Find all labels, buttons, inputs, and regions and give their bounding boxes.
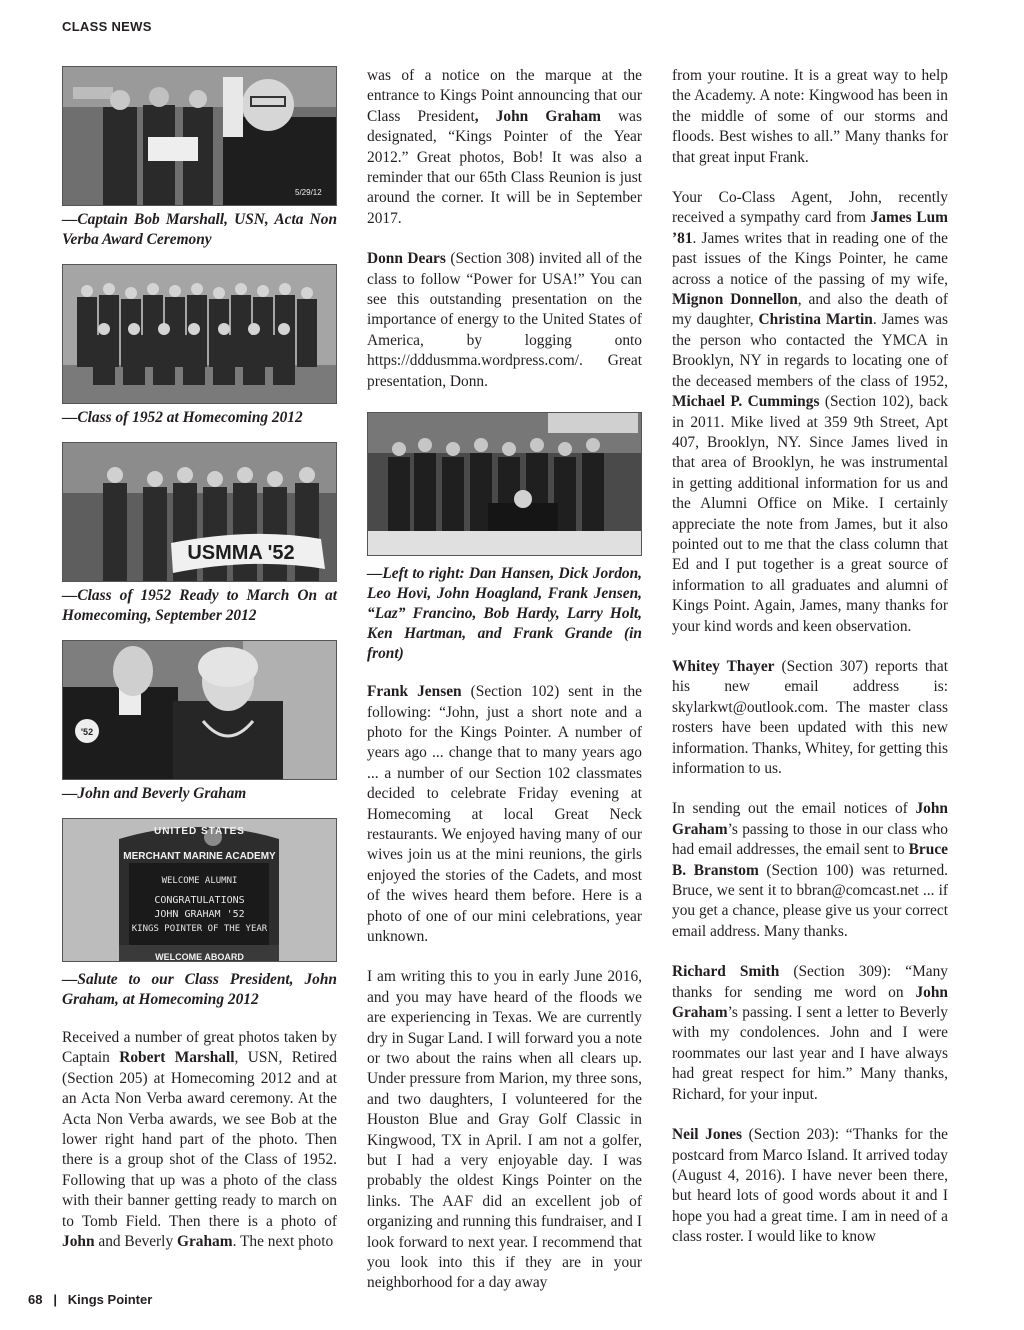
photo-graham-couple-scene	[63, 641, 336, 779]
paragraph-neil-jones: Neil Jones (Section 203): “Thanks for the postcard from Marco Island. It arrived today (August 4, 2016). I have never been there, but heard lots of good words about it and I hope you had a great time. I am in need of a class roster. I would like to know	[672, 1126, 948, 1246]
paragraph-donn-dears: Donn Dears (Section 308) invited all of the class to follow “Power for USA!” You can see this outstanding presentation on the importance of energy to the United States of America, by logging onto https://dddusmma.wordpress.com/. Great presentation, Donn.	[367, 250, 642, 390]
photo-date-stamp: 5/29/12	[295, 188, 322, 197]
paragraph-kingwood-note: from your routine. It is a great way to help the Academy. A note: Kingwood has been in the middle of some of our storms and floods. Best wishes to all.” Many thanks for that great input Frank.	[672, 67, 948, 166]
paragraph-marquee-notice: was of a notice on the marque at the entrance to Kings Point announcing that our Class President, John Graham was designated, “Kings Pointer of the Year 2012.” Great photos, Bob! It was also a reminder that our 65th Class Reunion is just around the corner. It will be in September 2017.	[367, 67, 642, 227]
paragraph-james-lum: Your Co-Class Agent, John, recently received a sympathy card from James Lum ’81. James writes that in reading one of the past issues of the Kings Pointer, he came across a notice of the passing of my wife, Mignon Donnellon, and also the death of my daughter, Christina Martin. James was the person who contacted the YMCA in Brooklyn, NY in regards to locating one of the deceased members of the class of 1952, Michael P. Cummings (Section 102), back in 2011. Mike lived at 359 9th Street, Apt 407, Brooklyn, NY. Since James lived in that area of Brooklyn, he was instrumental in getting additional information for us and the Alumni Office on Mike. I certainly appreciate the note from James, but it also pointed out to me that the class column that Ed and I put together is a great source of information to all graduates and alumni of Kings Point. Again, James, many thanks for your kind words and keen observation.	[672, 189, 949, 635]
publication-name: Kings Pointer	[67, 1292, 153, 1307]
marquee-academy-name: MERCHANT MARINE ACADEMY	[123, 851, 276, 862]
caption-marshall-award: —Captain Bob Marshall, USN, Acta Non Verba Award Ceremony	[62, 211, 337, 248]
caption-class-1952-homecoming: —Class of 1952 at Homecoming 2012	[62, 409, 303, 426]
column-2	[367, 66, 642, 1294]
photo-class-ready-to-march	[62, 442, 337, 582]
caption-section-102-reunion: —Left to right: Dan Hansen, Dick Jordon, Leo Hovi, John Hoagland, Frank Jensen, “Laz” Francino, Bob Hardy, Larry Holt, Ken Hartman, and Frank Grande (in front)	[367, 565, 642, 663]
photo-marshall-scene	[63, 67, 336, 205]
page-number: 68	[28, 1292, 43, 1307]
marquee-arch-text: UNITED STATES	[154, 826, 245, 837]
photo-section-102-reunion	[367, 412, 642, 556]
marquee-line-title: KINGS POINTER OF THE YEAR	[131, 924, 268, 934]
photo-marshall-award	[62, 66, 337, 206]
paragraph-marshall-photos: Received a number of great photos taken by Captain Robert Marshall, USN, Retired (Section 205) at Homecoming 2012 and at an Acta Non Verba award ceremony. At the Acta Non Verba awards, we see Bob at the lower right hand part of the photo. Then there is a group shot of the Class of 1952. Following that up was a photo of the class with their banner getting ready to march on to Tomb Field. Then there is a photo of John and Beverly Graham. The next photo	[62, 1029, 337, 1251]
paragraph-frank-jensen: Frank Jensen (Section 102) sent in the following: “John, just a short note and a photo for the Kings Pointer. A number of years ago ... change that to many years ago ... a number of our Section 102 classmates decided to celebrate Friday evening at Homecoming at local Great Neck restaurants. We enjoyed having many of our wives join us at the mini reunions, the girls enjoyed the stories of the Cadets, and most of the wives heard them before. Here is a photo of one of our mini celebrations, year unknown.	[367, 683, 642, 945]
paragraph-richard-smith: Richard Smith (Section 309): “Many thanks for sending me word on John Graham’s passing. I sent a letter to Beverly with my condolences. John and I were roommates our last year and I have always had great respect for him.” Many thanks, Richard, for your input.	[672, 963, 948, 1103]
photo-class-1952-homecoming	[62, 264, 337, 404]
photo-class-group-scene	[63, 265, 336, 403]
paragraph-whitey-thayer: Whitey Thayer (Section 307) reports that his new email address is: skylarkwt@outlook.com. The master class rosters have been updated with this new information. Thanks, Whitey, for getting this information to us.	[672, 657, 948, 777]
marquee-line-congrats: CONGRATULATIONS	[154, 895, 245, 906]
caption-class-ready-to-march: —Class of 1952 Ready to March On at Homecoming, September 2012	[62, 587, 337, 624]
caption-john-beverly-graham: —John and Beverly Graham	[62, 785, 247, 802]
footer-separator: |	[53, 1292, 57, 1307]
column-3	[672, 66, 948, 1248]
marquee-line-welcome: WELCOME ALUMNI	[161, 876, 238, 886]
column-1	[62, 66, 337, 1252]
paragraph-texas-floods: I am writing this to you in early June 2016, and you may have heard of the floods we are experiencing in Texas. We are currently dry in Sugar Land. I will forward you a note or two about the rains when all clears up. Under pressure from Marion, my three sons, and two daughters, I volunteered for the Houston Blue and Gray Golf Classic in Kingwood, TX in April. I am not a golfer, but I had a very enjoyable day. I was probably the oldest Kings Pointer on the links. The AAF did an excellent job of organizing and running this fundraiser, and I look forward to next year. I recommend that you look into this if they are in your neighborhood for a day away	[367, 968, 642, 1292]
caption-marquee-sign: —Salute to our Class President, John Graham, at Homecoming 2012	[62, 971, 337, 1008]
photo-marquee-sign	[62, 818, 337, 962]
marquee-footer-text: WELCOME ABOARD	[155, 952, 244, 962]
badge-text: '52	[80, 727, 94, 737]
marquee-line-name: JOHN GRAHAM '52	[154, 909, 245, 920]
paragraph-bruce-branstom: In sending out the email notices of John Graham’s passing to those in our class who had email addresses, the email sent to Bruce B. Branstom (Section 100) was returned. Bruce, we sent it to bbran@comcast.net ... if you get a chance, please give us your correct email address. Many thanks.	[672, 800, 948, 940]
page-footer	[28, 1292, 152, 1307]
photo-reunion-scene	[368, 413, 641, 555]
banner-text: USMMA '52	[187, 542, 295, 564]
section-header: CLASS NEWS	[62, 19, 152, 34]
photo-john-beverly-graham	[62, 640, 337, 780]
photo-march-scene	[63, 443, 336, 581]
